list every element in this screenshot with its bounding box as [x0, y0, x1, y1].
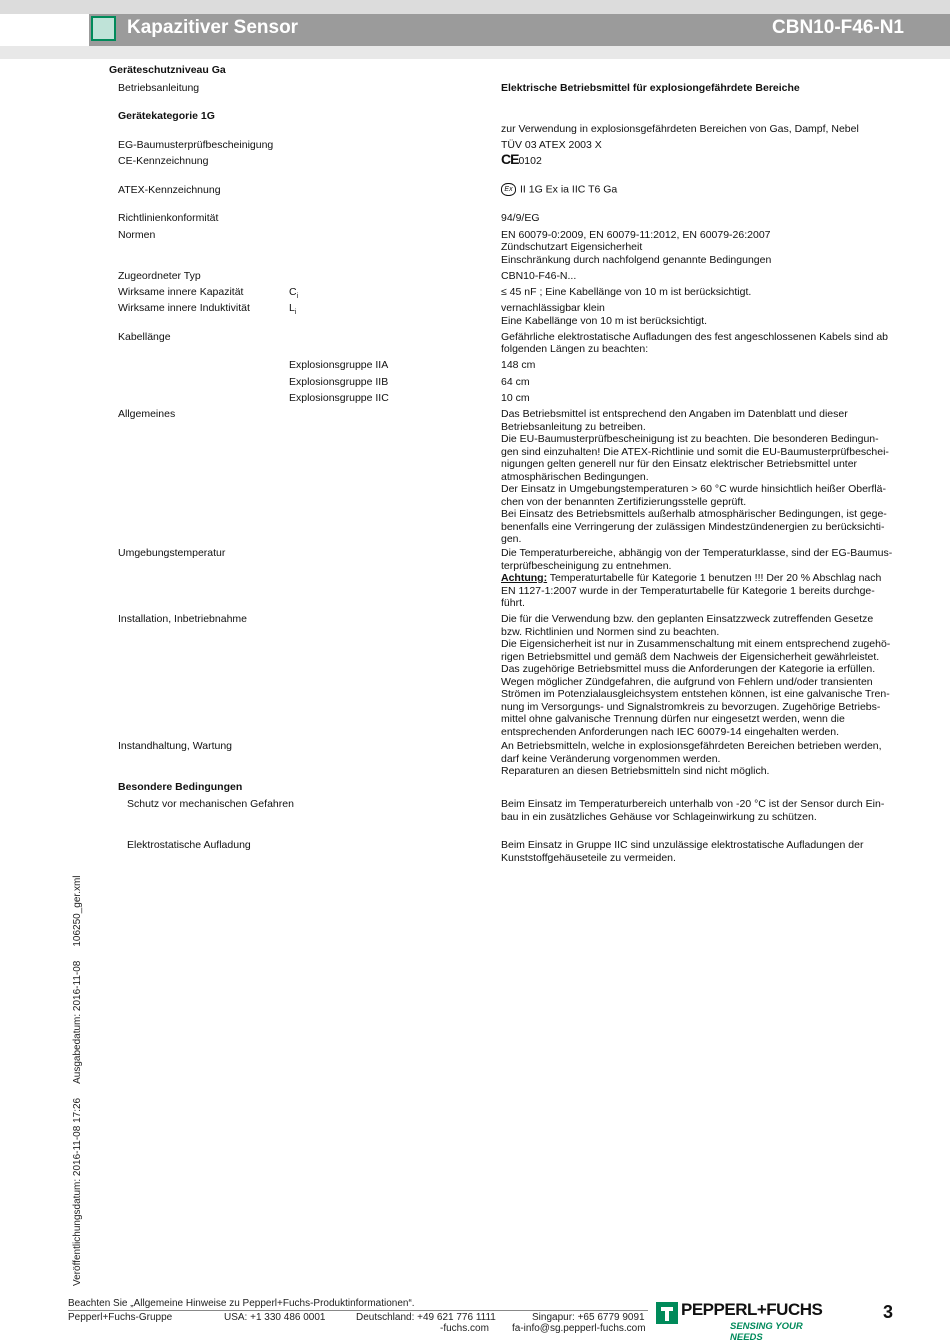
- value-gruppe-iia: 148 cm: [501, 359, 536, 371]
- label-atex: ATEX-Kennzeichnung: [118, 184, 221, 196]
- label-richtlinien: Richtlinienkonformität: [118, 212, 219, 224]
- value-umgebung-3: EN 1127-1:2007 wurde in der Temperaturtabelle für Kategorie 1 bereits durchge-: [501, 584, 875, 597]
- label-besondere-bedingungen: Besondere Bedingungen: [118, 781, 243, 793]
- value-allgemeines-3: Die EU-Baumusterprüfbescheinigung ist zu beachten. Die besonderen Bedingun-: [501, 433, 879, 445]
- document-file: 106250_ger.xml: [72, 875, 83, 947]
- value-kabellaenge-2: folgenden Längen zu beachten:: [501, 343, 649, 355]
- label-instandhaltung: Instandhaltung, Wartung: [118, 740, 233, 752]
- value-allgemeines-11: gen.: [501, 533, 522, 545]
- footer-germany-mail[interactable]: -fuchs.com: [440, 1323, 489, 1334]
- value-elektrostatisch-1: Beim Einsatz in Gruppe IIC sind unzulässige elektrostatische Aufladungen der: [501, 839, 864, 851]
- pf-brand-name: PEPPERL+FUCHS: [681, 1300, 823, 1319]
- value-instandhaltung-1: An Betriebsmitteln, welche in explosionsgefährdeten Bereichen betrieben werden,: [501, 740, 882, 752]
- footer-group: Pepperl+Fuchs-Gruppe: [68, 1312, 173, 1323]
- document-title: Kapazitiver Sensor: [127, 17, 299, 38]
- label-kapazitaet: Wirksame innere Kapazität: [118, 286, 244, 298]
- model-number: CBN10-F46-N1: [772, 17, 904, 38]
- value-installation-3: Die Eigensicherheit ist nur in Zusammenschaltung mit einem entsprechend zugehö-: [501, 638, 891, 650]
- value-elektrostatisch-2: Kunststoffgehäuseteile zu vermeiden.: [501, 851, 676, 864]
- value-mechanisch-1: Beim Einsatz im Temperaturbereich unterhalb von -20 °C ist der Sensor durch Ein-: [501, 798, 885, 810]
- label-kabellaenge: Kabellänge: [118, 331, 171, 343]
- label-installation: Installation, Inbetriebnahme: [118, 613, 247, 625]
- value-induktivitaet-2: Eine Kabellänge von 10 m ist berücksichtigt.: [501, 315, 708, 327]
- symbol-li: $L_i$: [289, 302, 297, 317]
- pf-logo-icon: [656, 1302, 678, 1324]
- value-geraetekategorie: zur Verwendung in explosionsgefährdeten Bereichen von Gas, Dampf, Nebel: [501, 123, 859, 135]
- top-strip: [0, 0, 950, 14]
- value-installation-9: mittel ohne galvanische Trennung dürfen nur eingesetzt werden, wenn die: [501, 713, 845, 725]
- value-allgemeines-5: nigungen gelten generell nur für den Einsatz elektrischer Betriebsmittel unter: [501, 458, 858, 470]
- label-gruppe-iib: Explosionsgruppe IIB: [289, 376, 389, 388]
- value-installation-7: Strömen im Potenzialausgleichsystem entstehen können, ist eine galvanische Tren-: [501, 688, 890, 700]
- achtung-text: Temperaturtabelle für Kategorie 1 benutzen !!! Der 20 % Abschlag nach: [547, 572, 882, 584]
- label-geraetekategorie: Gerätekategorie 1G: [118, 110, 215, 122]
- value-instandhaltung-3: Reparaturen an diesen Betriebsmitteln sind nicht möglich.: [501, 765, 770, 777]
- value-gruppe-iib: 64 cm: [501, 376, 530, 388]
- page-number: 3: [883, 1302, 894, 1322]
- value-allgemeines-8: chen von der benannten Zertifizierungsstelle geprüft.: [501, 495, 747, 508]
- value-installation-10: entsprechenden Anforderungen nach IEC 60079-14 eingehalten werden.: [501, 725, 840, 738]
- label-umgebungstemperatur: Umgebungstemperatur: [118, 547, 226, 559]
- value-allgemeines-4: gen sind einzuhalten! Die ATEX-Richtlinie und somit die EU-Baumusterprüfbeschei-: [501, 445, 889, 458]
- pepperl-fuchs-logo: [656, 1300, 836, 1343]
- ce-number: 0102: [518, 155, 542, 167]
- value-umgebung-4: führt.: [501, 597, 525, 609]
- section-title: Geräteschutzniveau Ga: [109, 64, 226, 76]
- value-normen-1: EN 60079-0:2009, EN 60079-11:2012, EN 60079-26:2007: [501, 229, 771, 241]
- footer-singapore: Singapur: +65 6779 9091: [532, 1312, 645, 1323]
- value-umgebung-achtung: [501, 572, 881, 585]
- issue-date: Ausgabedatum: 2016-11-08: [72, 960, 83, 1084]
- value-installation-8: nung im Versorgungs- und Signalstromkreis zu bevorzugen. Zugehörige Betriebs-: [501, 700, 881, 713]
- header-logo-square: [91, 16, 116, 41]
- value-allgemeines-9: Bei Einsatz des Betriebsmittels außerhalb atmosphärischer Bedingungen, ist gege-: [501, 508, 887, 520]
- value-installation-5: Das zugehörige Betriebsmittel muss die Anforderungen der Kategorie ia erfüllen.: [501, 663, 876, 675]
- sub-strip: [0, 46, 950, 59]
- value-mechanisch-2: bau in ein zusätzliches Gehäuse vor Schlageinwirkung zu schützen.: [501, 810, 817, 823]
- label-betriebsanleitung: Betriebsanleitung: [118, 82, 200, 94]
- ce-mark-icon: CE: [501, 151, 519, 167]
- ex-mark-icon: Ex: [501, 183, 516, 196]
- value-induktivitaet-1: vernachlässigbar klein: [501, 302, 605, 314]
- atex-code: II 1G Ex ia IIC T6 Ga: [520, 183, 618, 196]
- value-atex: [501, 183, 617, 196]
- value-gruppe-iic: 10 cm: [501, 392, 530, 404]
- footer-singapore-mail[interactable]: fa-info@sg.pepperl-fuchs.com: [512, 1323, 646, 1334]
- value-eg-baumuster: TÜV 03 ATEX 2003 X: [501, 139, 602, 151]
- value-allgemeines-6: atmosphärischen Bedingungen.: [501, 470, 649, 483]
- label-mechanische-gefahren: Schutz vor mechanischen Gefahren: [127, 798, 294, 810]
- value-typ: CBN10-F46-N...: [501, 270, 577, 282]
- footer-note: Beachten Sie „Allgemeine Hinweise zu Pepperl+Fuchs-Produktinformationen“.: [68, 1298, 415, 1309]
- value-installation-6: Wegen möglicher Zündgefahren, die aufgrund von Fehlern und/oder transienten: [501, 675, 873, 688]
- value-richtlinien: 94/9/EG: [501, 212, 540, 224]
- symbol-ci: $C_i$: [289, 286, 299, 301]
- value-umgebung-2: terprüfbescheinigung zu entnehmen.: [501, 559, 672, 572]
- value-instandhaltung-2: darf keine Veränderung vorgenommen werden.: [501, 752, 721, 765]
- label-elektrostatisch: Elektrostatische Aufladung: [127, 839, 251, 851]
- page-header: [89, 14, 950, 46]
- label-eg-baumuster: EG-Baumusterprüfbescheinigung: [118, 139, 274, 151]
- value-kapazitaet: ≤ 45 nF ; Eine Kabellänge von 10 m ist berücksichtigt.: [501, 286, 752, 298]
- value-installation-2: bzw. Richtlinien und Normen sind zu beachten.: [501, 625, 720, 638]
- value-allgemeines-1: Das Betriebsmittel ist entsprechend den Angaben im Datenblatt und dieser: [501, 408, 848, 420]
- value-ce: [501, 153, 542, 168]
- label-allgemeines: Allgemeines: [118, 408, 176, 420]
- value-allgemeines-10: benenfalls eine Verringerung der zulässigen Mindestzündenergien zu berücksichti-: [501, 520, 885, 533]
- footer-usa: USA: +1 330 486 0001: [224, 1312, 326, 1323]
- value-normen-3: Einschränkung durch nachfolgend genannte Bedingungen: [501, 254, 772, 266]
- label-induktivitaet: Wirksame innere Induktivität: [118, 302, 250, 314]
- value-betriebsanleitung: Elektrische Betriebsmittel für explosiongefährdete Bereiche: [501, 82, 800, 94]
- achtung-label: Achtung:: [501, 572, 548, 584]
- value-allgemeines-7: Der Einsatz in Umgebungstemperaturen > 60 °C wurde hinsichtlich heißer Oberflä-: [501, 483, 887, 495]
- label-ce: CE-Kennzeichnung: [118, 155, 209, 167]
- publication-sidebar: [72, 861, 83, 1286]
- published-date: Veröffentlichungsdatum: 2016-11-08 17:26: [72, 1097, 83, 1286]
- label-typ: Zugeordneter Typ: [118, 270, 201, 282]
- pf-tagline: SENSING YOUR NEEDS: [730, 1321, 803, 1343]
- value-allgemeines-2: Betriebsanleitung zu betreiben.: [501, 420, 646, 433]
- value-installation-4: rigen Betriebsmittel und gemäß dem Nachweis der Eigensicherheit gewährleistet.: [501, 650, 880, 663]
- label-gruppe-iia: Explosionsgruppe IIA: [289, 359, 389, 371]
- value-kabellaenge-1: Gefährliche elektrostatische Aufladungen des fest angeschlossenen Kabels sind ab: [501, 331, 889, 343]
- label-gruppe-iic: Explosionsgruppe IIC: [289, 392, 389, 404]
- label-normen: Normen: [118, 229, 156, 241]
- footer-germany: Deutschland: +49 621 776 1111: [356, 1312, 496, 1323]
- value-umgebung-1: Die Temperaturbereiche, abhängig von der Temperaturklasse, sind der EG-Baumus-: [501, 547, 893, 559]
- value-normen-2: Zündschutzart Eigensicherheit: [501, 241, 643, 253]
- footer-divider: [68, 1310, 648, 1311]
- value-installation-1: Die für die Verwendung bzw. den geplanten Einsatzzweck zutreffenden Gesetze: [501, 613, 874, 625]
